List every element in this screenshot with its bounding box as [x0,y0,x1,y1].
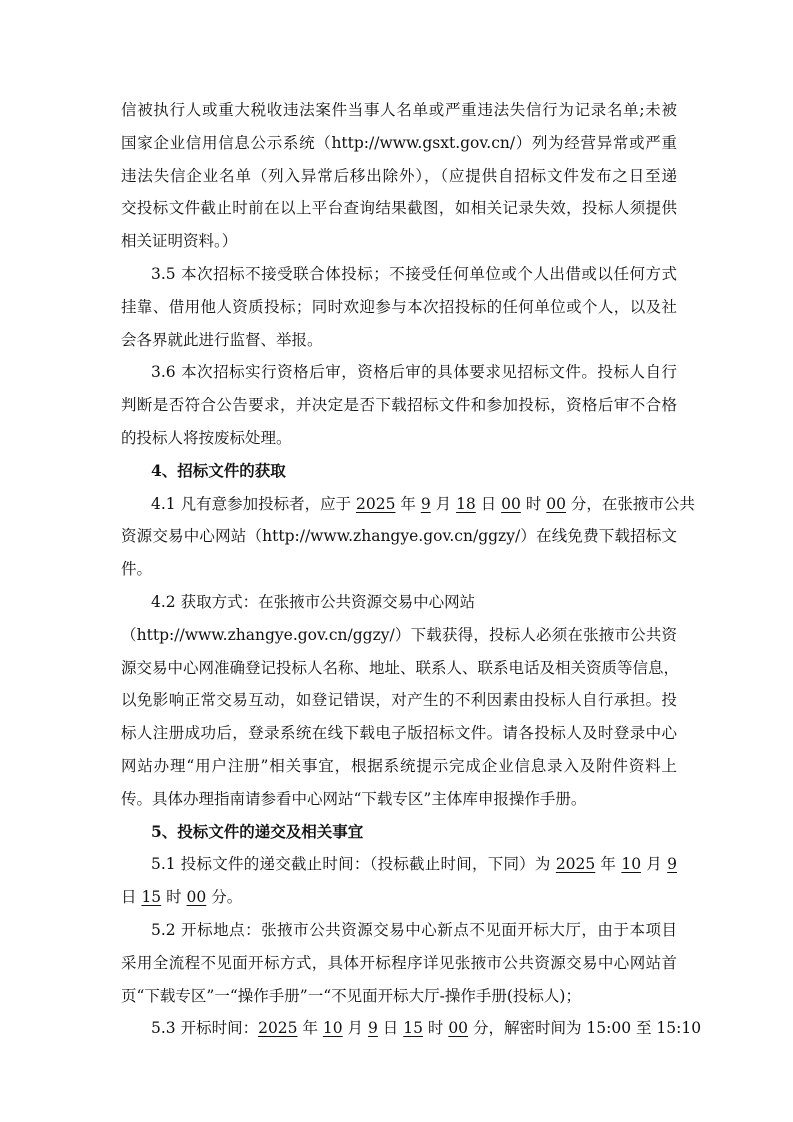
text-line: 违法失信企业名单（列入异常后移出除外），（应提供自招标文件发布之日至递 [121,166,677,185]
filled-value: 00 [186,888,207,907]
filled-value: 15 [141,888,162,907]
text-line: 3.5 本次招标不接受联合体投标；不接受任何单位或个人出借或以任何方式 [151,264,677,283]
text-line: 挂靠、借用他人资质投标；同时欢迎参与本次招投标的任何单位或个人，以及社 [121,297,677,316]
text-line: 国家企业信用信息公示系统（http://www.gsxt.gov.cn/）列为经营异常或严重 [121,133,677,152]
text-line: 采用全流程不见面开标方式，具体开标程序详见张掖市公共资源交易中心网站首 [121,953,677,972]
filled-value: 2025 [258,1019,298,1038]
filled-value: 00 [546,494,566,513]
text-line: 判断是否符合公告要求，并决定是否下载招标文件和参加投标，资格后审不合格 [121,396,677,415]
text-line: （http://www.zhangye.gov.cn/ggzy/）下载获得，投标人必须在张掖市公共资 [121,625,677,644]
text-line: 件。 [121,560,153,579]
text-line: 4.1 凡有意参加投标者，应于 2025 年 9 月 18 日 00 时 00 分，在张掖市公共 [151,494,695,513]
text-line: 3.6 本次招标实行资格后审，资格后审的具体要求见招标文件。投标人自行 [151,363,677,382]
text-line: 的投标人将按废标处理。 [121,428,292,447]
text-line: 网站办理“用户注册”相关事宜，根据系统提示完成企业信息录入及附件资料上 [121,756,677,775]
section-heading: 4、招标文件的获取 [151,460,286,480]
text-line: 5.2 开标地点：张掖市公共资源交易中心新点不见面开标大厅，由于本项目 [151,920,677,939]
filled-value: 10 [621,855,642,874]
text-line: 相关证明资料。） [121,232,238,251]
section-heading: 5、投标文件的递交及相关事宜 [151,821,364,841]
text-line: 5.3 开标时间：2025 年 10 月 9 日 15 时 00 分，解密时间为 15:00 至 15:10 [151,1019,702,1038]
text-line: 交投标文件截止时前在以上平台查询结果截图，如相关记录失效，投标人须提供 [121,199,677,218]
text-line: 会各界就此进行监督、举报。 [121,330,323,349]
text-line: 资源交易中心网站（http://www.zhangye.gov.cn/ggzy/）在线免费下载招标文 [121,527,677,546]
text-line: 以免影响正常交易互动，如登记错误，对产生的不利因素由投标人自行承担。投 [121,691,677,710]
text-line: 页“下载专区”一“操作手册”一“不见面开标大厅-操作手册(投标人)； [121,986,581,1005]
filled-value: 00 [501,494,521,513]
filled-value: 10 [322,1019,343,1038]
filled-value: 00 [448,1019,469,1038]
filled-value: 2025 [555,855,596,874]
filled-value: 9 [667,855,677,874]
document-body [121,94,702,1045]
filled-value: 9 [420,494,431,513]
text-line: 传。具体办理指南请参看中心网站“下载专区”主体库申报操作手册。 [121,789,587,808]
text-line: 5.1 投标文件的递交截止时间：（投标截止时间，下同）为 2025 年 10 月 9 [151,855,677,874]
text-line: 源交易中心网准确登记投标人名称、地址、联系人、联系电话及相关资质等信息， [121,658,680,677]
text-line: 标人注册成功后，登录系统在线下载电子版招标文件。请各投标人及时登录中心 [121,724,677,743]
filled-value: 2025 [356,494,396,513]
filled-value: 15 [403,1019,423,1038]
filled-value: 18 [456,494,476,513]
text-line: 4.2 获取方式：在张掖市公共资源交易中心网站 [151,592,476,611]
text-line: 日 15 时 00 分。 [121,888,243,907]
filled-value: 9 [367,1019,378,1038]
text-line: 信被执行人或重大税收违法案件当事人名单或严重违法失信行为记录名单;未被 [121,101,677,119]
